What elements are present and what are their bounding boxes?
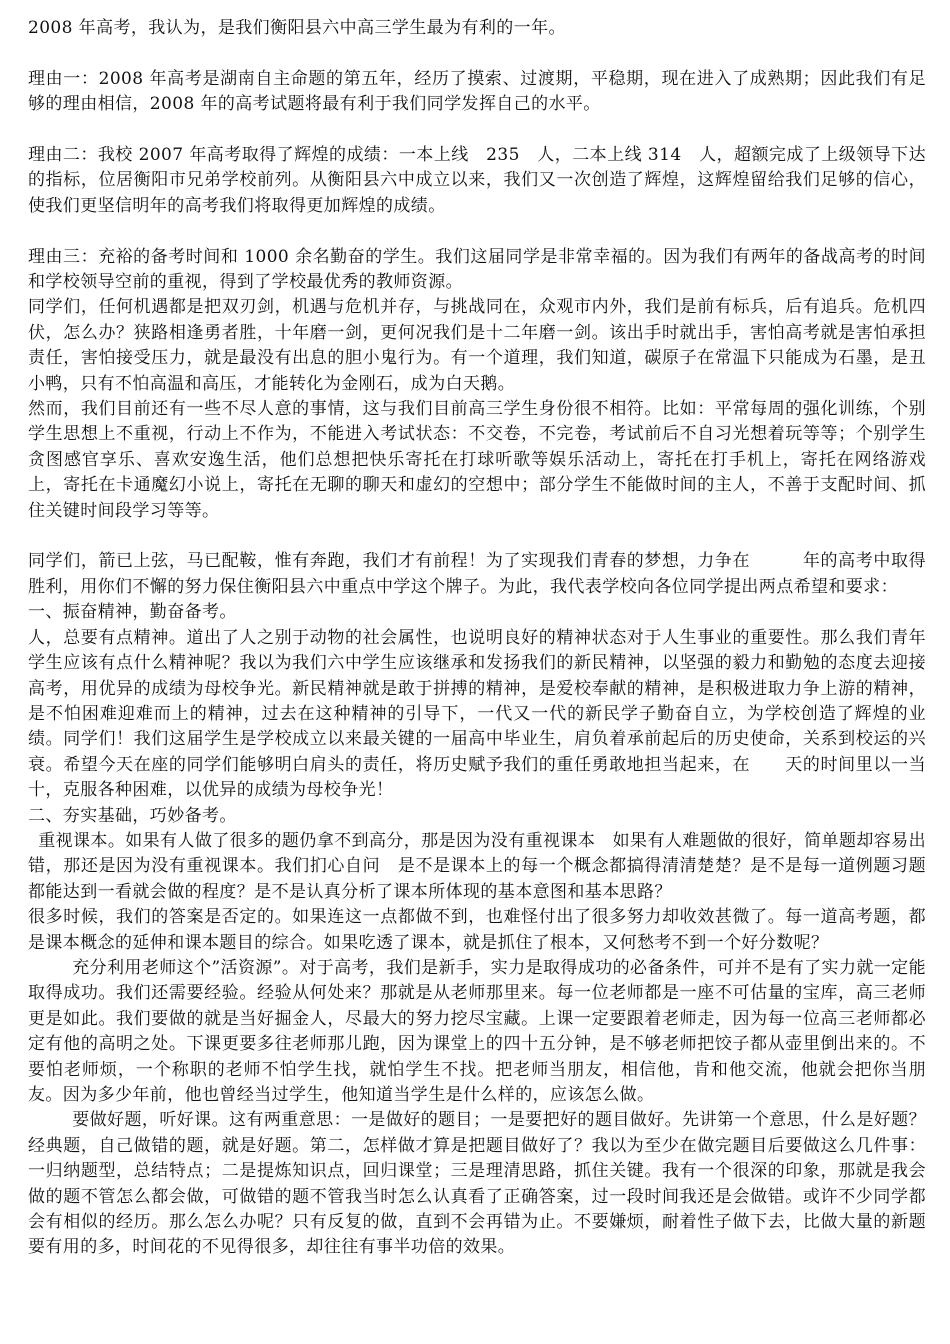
teacher-resource-paragraph: 充分利用老师这个”活资源”。对于高考，我们是新手，实力是取得成功的必备条件，可并不是有了实力就一定能取得成功。我们还需要经验。经验从何处来？那就是从老师那里来。每一位老师都是一座不可估量的宝库，高三老师更是如此。我们要做的就是当好掘金人，尽最大的努力挖尽宝藏。上课一定要跟着老师走，因为每一位高三老师都必定有他的高明之处。下课更要多往老师那儿跑，因为课堂上的四十五分钟，是不够老师把饺子都从壶里倒出来的。不要怕老师烦，一个称职的老师不怕学生找，就怕学生不找。把老师当朋友，相信他，肯和他交流，他就会把你当朋友。因为多少年前，他也曾经当过学生，他知道当学生是什么样的，应该怎么做。 (28, 957, 926, 1105)
paragraph-gap (28, 219, 926, 244)
textbook-paragraph: 重视课本。如果有人做了很多的题仍拿不到高分，那是因为没有重视课本 如果有人难题做的很好，简单题却容易出错，那还是因为没有重视课本。我们扪心自问 是不是课本上的每一个概念都搞得清清楚楚？是不是每一道例题习题都能达到一看就会做的程度？是不是认真分析了课本所体现的基本意图和基本思路？ (28, 830, 926, 902)
call-to-action-paragraph: 同学们，箭已上弦，马已配鞍，惟有奔跑，我们才有前程！为了实现我们青春的梦想，力争在 年的高考中取得胜利，用你们不懈的努力保住衡阳县六中重点中学这个牌子。为此，我代表学校向各位同学提出两点希望和要求： (28, 551, 926, 597)
paragraph-gap (28, 524, 926, 549)
intro-paragraph: 2008 年高考，我认为，是我们衡阳县六中高三学生最为有利的一年。 (28, 18, 566, 38)
spirit-paragraph: 人，总要有点精神。道出了人之别于动物的社会属性，也说明良好的精神状态对于人生事业的重要性。那么我们青年学生应该有点什么精神呢？我以为我们六中学生应该继承和发扬我们的新民精神，以坚强的毅力和勤勉的态度去迎接高考，用优异的成绩为母校争光。新民精神就是敢于拼搏的精神，是爱校奉献的精神，是积极进取力争上游的精神，是不怕困难迎难而上的精神，过去在这种精神的引导下，一代又一代的新民学子勤奋自立，为学校创造了辉煌的业绩。同学们！我们这届学生是学校成立以来最关键的一届高中毕业生，肩负着承前起后的历史使命，关系到校运的兴衰。希望今天在座的同学们能够明白肩头的责任，将历史赋予我们的重任勇敢地担当起来，在 天的时间里以一当十，克服各种困难，以优异的成绩为母校争光！ (28, 627, 926, 801)
document-body (28, 16, 926, 1261)
opportunity-paragraph: 同学们，任何机遇都是把双刃剑，机遇与危机并存，与挑战同在，众观市内外，我们是前有标兵，后有追兵。危机四伏，怎么办？狭路相逢勇者胜，十年磨一剑，更何况我们是十二年磨一剑。该出手时就出手，害怕高考就是害怕承担责任，害怕接受压力，就是最没有出息的胆小鬼行为。有一个道理，我们知道，碳原子在常温下只能成为石墨，是丑小鸭，只有不怕高温和高压，才能转化为金刚石，成为白天鹅。 (28, 297, 926, 394)
textbook-followup-paragraph: 很多时候，我们的答案是否定的。如果连这一点都做不到，也难怪付出了很多努力却收效甚微了。每一道高考题，都是课本概念的延伸和课本题目的综合。如果吃透了课本，就是抓住了根本，又何愁考不到一个好分数呢？ (28, 907, 926, 953)
reason-one-paragraph: 理由一：2008 年高考是湖南自主命题的第五年，经历了摸索、过渡期，平稳期，现在进入了成熟期；因此我们有足够的理由相信，2008 年的高考试题将最有利于我们同学发挥自己的水平。 (28, 68, 926, 115)
paragraph-gap (28, 41, 926, 66)
problems-paragraph: 然而，我们目前还有一些不尽人意的事情，这与我们目前高三学生身份很不相符。比如：平常每周的强化训练，个别学生思想上不重视，行动上不作为，不能进入考试状态：不交卷，不完卷，考试前后不自习光想着玩等等；个别学生贪图感官享乐、喜欢安逸生活，他们总想把快乐寄托在打球听歌等娱乐活动上，寄托在打手机上，寄托在网络游戏上，寄托在卡通魔幻小说上，寄托在无聊的聊天和虚幻的空想中；部分学生不能做时间的主人，不善于支配时间、抓住关键时间段学习等等。 (28, 399, 926, 521)
section-heading-two: 二、夯实基础，巧妙备考。 (28, 805, 237, 826)
section-heading-one: 一、振奋精神，勤奋备考。 (28, 602, 237, 623)
good-problems-paragraph: 要做好题，听好课。这有两重意思：一是做好的题目；一是要把好的题目做好。先讲第一个意思，什么是好题？经典题，自己做错的题，就是好题。第二，怎样做才算是把题目做好了？我以为至少在做完题目后要做这么几件事：一归纳题型，总结特点；二是提炼知识点，回归课堂；三是理清思路，抓住关键。我有一个很深的印象，那就是我会做的题不管怎么都会做，可做错的题不管我当时怎么认真看了正确答案，过一段时间我还是会做错。或许不少同学都会有相似的经历。那么怎么办呢？只有反复的做，直到不会再错为止。不要嫌烦，耐着性子做下去，比做大量的新题要有用的多，时间花的不见得很多，却往往有事半功倍的效果。 (28, 1110, 926, 1258)
reason-three-paragraph: 理由三：充裕的备考时间和 1000 余名勤奋的学生。我们这届同学是非常幸福的。因为我们有两年的备战高考的时间和学校领导空前的重视，得到了学校最优秀的教师资源。 (28, 246, 926, 293)
paragraph-gap (28, 118, 926, 143)
reason-two-paragraph: 理由二：我校 2007 年高考取得了辉煌的成绩：一本上线 235 人，二本上线 314 人，超额完成了上级领导下达的指标，位居衡阳市兄弟学校前列。从衡阳县六中成立以来，我们又一次创造了辉煌，这辉煌留给我们足够的信心，使我们更坚信明年的高考我们将取得更加辉煌的成绩。 (28, 145, 926, 216)
